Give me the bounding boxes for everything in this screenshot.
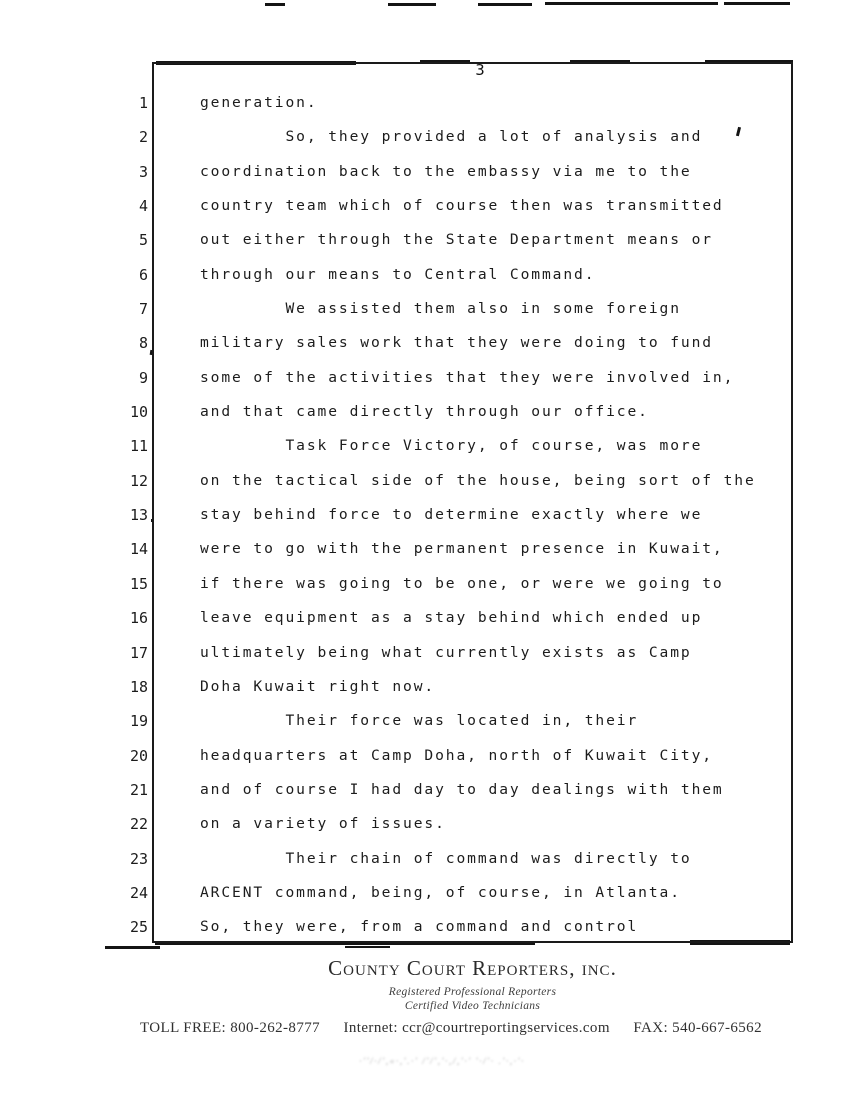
line-number: 14 — [129, 540, 148, 559]
transcript-lines — [0, 86, 793, 945]
line-text: and of course I had day to day dealings with them — [200, 780, 724, 798]
line-number: 19 — [129, 712, 148, 731]
line-number: 9 — [138, 368, 148, 387]
line-number: 23 — [129, 849, 148, 868]
transcript-line — [0, 86, 793, 120]
transcript-line — [0, 464, 793, 498]
transcript-line — [0, 498, 793, 532]
line-number: 15 — [129, 574, 148, 593]
footer-fine-print-illegible: ·''/·/',«·,'.·' /'/','·,/,'·' '·/'· .'·,·'· — [359, 1057, 525, 1067]
line-text: So, they provided a lot of analysis and — [200, 128, 703, 146]
line-text: headquarters at Camp Doha, north of Kuwait City, — [200, 746, 713, 764]
page-number: 3 — [475, 61, 485, 79]
line-text: So, they were, from a command and control — [200, 918, 639, 936]
footer-contact-row — [140, 1020, 762, 1037]
transcript-line — [0, 326, 793, 360]
line-text: Task Force Victory, of course, was more — [200, 437, 703, 455]
line-text: generation. — [200, 94, 318, 111]
line-number: 24 — [129, 883, 148, 902]
transcript-line — [0, 532, 793, 566]
fax-number: FAX: 540-667-6562 — [633, 1020, 762, 1036]
line-number: 12 — [129, 471, 148, 490]
scan-artifact — [724, 2, 790, 5]
scan-artifact — [545, 2, 718, 5]
line-text: stay behind force to determine exactly where we — [200, 506, 703, 524]
line-text: were to go with the permanent presence in Kuwait, — [200, 540, 724, 558]
line-text: Doha Kuwait right now. — [200, 677, 436, 695]
line-text: country team which of course then was transmitted — [200, 197, 724, 215]
line-number: 10 — [129, 403, 148, 422]
transcript-line — [0, 601, 793, 635]
scan-artifact — [105, 946, 160, 949]
line-number: 6 — [138, 265, 148, 284]
line-number: 18 — [129, 677, 148, 696]
transcript-line — [0, 910, 793, 944]
line-number: 2 — [138, 128, 148, 147]
transcript-line — [0, 361, 793, 395]
scan-artifact — [345, 946, 390, 948]
transcript-line — [0, 223, 793, 257]
transcript-line — [0, 429, 793, 463]
line-number: 17 — [129, 643, 148, 662]
transcript-line — [0, 189, 793, 223]
line-text: on a variety of issues. — [200, 815, 446, 833]
internet-email: Internet: ccr@courtreportingservices.com — [343, 1020, 610, 1036]
transcript-line — [0, 807, 793, 841]
line-text: some of the activities that they were involved in, — [200, 368, 735, 386]
line-number: 1 — [138, 94, 148, 112]
transcript-line — [0, 670, 793, 704]
line-number: 11 — [129, 437, 148, 456]
toll-free-number: TOLL FREE: 800-262-8777 — [140, 1020, 321, 1036]
transcript-line — [0, 258, 793, 292]
transcript-line — [0, 773, 793, 807]
line-text: on the tactical side of the house, being sort of the — [200, 471, 756, 489]
line-text: out either through the State Department means or — [200, 231, 713, 249]
line-text: coordination back to the embassy via me to the — [200, 162, 692, 180]
transcript-line — [0, 842, 793, 876]
transcript-line — [0, 120, 793, 154]
reporter-company-name: County Court Reporters, inc. — [328, 956, 617, 980]
line-number: 16 — [129, 609, 148, 628]
line-number: 21 — [129, 780, 148, 799]
line-number: 25 — [129, 918, 148, 937]
line-text: and that came directly through our office. — [200, 403, 649, 421]
line-text: military sales work that they were doing to fund — [200, 334, 713, 352]
line-number: 8 — [138, 334, 148, 353]
line-text: Their force was located in, their — [200, 712, 639, 730]
line-text: leave equipment as a stay behind which ended up — [200, 609, 703, 627]
line-text: Their chain of command was directly to — [200, 849, 692, 867]
line-number: 4 — [138, 197, 148, 216]
line-number: 13 — [129, 506, 148, 525]
scan-artifact — [265, 3, 285, 6]
line-text: We assisted them also in some foreign — [200, 300, 681, 318]
line-text: ARCENT command, being, of course, in Atlanta. — [200, 883, 681, 901]
line-number: 22 — [129, 815, 148, 834]
line-number: 3 — [138, 162, 148, 181]
reporter-tagline-registered: Registered Professional Reporters — [388, 986, 557, 998]
transcript-line — [0, 636, 793, 670]
line-text: through our means to Central Command. — [200, 265, 596, 283]
transcript-line — [0, 155, 793, 189]
line-text: if there was going to be one, or were we going to — [200, 574, 724, 592]
line-number: 20 — [129, 746, 148, 765]
transcript-line — [0, 567, 793, 601]
line-number: 5 — [138, 231, 148, 250]
transcript-line — [0, 704, 793, 738]
scan-artifact — [388, 3, 436, 6]
scan-artifact — [478, 3, 532, 6]
transcript-line — [0, 739, 793, 773]
transcript-line — [0, 876, 793, 910]
line-number: 7 — [138, 300, 148, 319]
line-text: ultimately being what currently exists as Camp — [200, 643, 692, 661]
transcript-line — [0, 292, 793, 326]
reporter-tagline-certified: Certified Video Technicians — [404, 1000, 541, 1012]
transcript-line — [0, 395, 793, 429]
